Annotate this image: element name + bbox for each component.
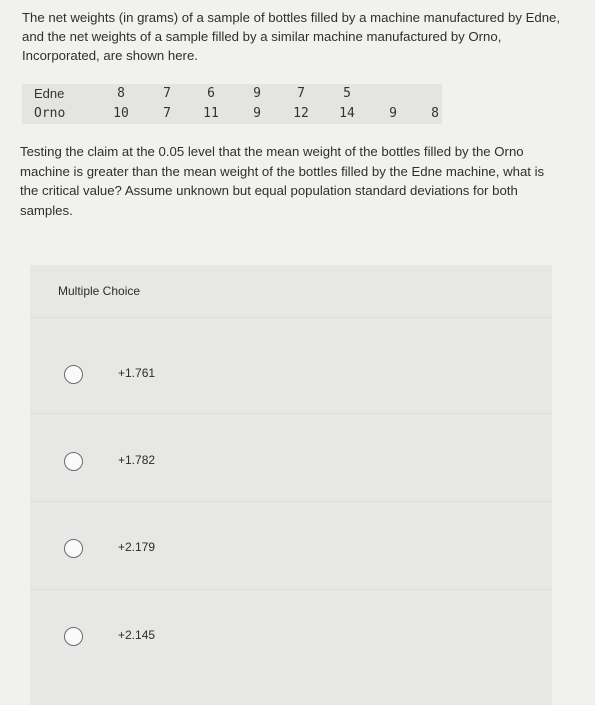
radio-button[interactable]	[64, 452, 83, 471]
row-label: Orno	[34, 106, 66, 121]
divider	[30, 501, 552, 502]
table-cell: 6	[207, 86, 215, 101]
table-cell: 9	[253, 106, 261, 121]
radio-button[interactable]	[64, 365, 83, 384]
divider	[30, 413, 552, 414]
table-cell: 11	[203, 106, 219, 121]
problem-intro: The net weights (in grams) of a sample of bottles filled by a machine manufactured by Edne, and the net weights of a sample filled by a similar machine manufactured by Orno, Incorporated, are shown here.	[22, 10, 561, 63]
multiple-choice-panel	[30, 265, 552, 705]
table-cell: 10	[113, 106, 129, 121]
table-cell: 5	[343, 86, 351, 101]
table-cell: 8	[117, 86, 125, 101]
choice-label: +2.145	[118, 628, 156, 642]
choice-label: +1.782	[118, 453, 156, 467]
radio-button[interactable]	[64, 539, 83, 558]
row-label: Edne	[34, 86, 65, 101]
choice-label: +1.761	[118, 366, 156, 380]
choice-option-3[interactable]	[30, 519, 552, 579]
table-cell: 7	[163, 86, 171, 101]
choice-option-2[interactable]	[30, 432, 552, 492]
weights-table	[22, 84, 442, 124]
choice-option-4[interactable]	[30, 607, 552, 667]
table-cell: 9	[253, 86, 261, 101]
table-cell: 7	[163, 106, 171, 121]
radio-button[interactable]	[64, 627, 83, 646]
table-cell: 14	[339, 106, 355, 121]
multiple-choice-title: Multiple Choice	[58, 284, 141, 298]
table-cell: 9	[389, 106, 397, 121]
question-text: Testing the claim at the 0.05 level that the mean weight of the bottles filled by the Orno machine is greater than the mean weight of the bottles filled by the Edne machine, what is the critical value? Assume unknown but equal population standard deviations for both samples.	[20, 144, 545, 218]
divider	[30, 317, 552, 318]
table-cell: 12	[293, 106, 309, 121]
table-cell: 8	[431, 106, 439, 121]
divider	[30, 589, 552, 590]
choice-label: +2.179	[118, 540, 156, 554]
table-cell: 7	[297, 86, 305, 101]
choice-option-1[interactable]	[30, 345, 552, 405]
